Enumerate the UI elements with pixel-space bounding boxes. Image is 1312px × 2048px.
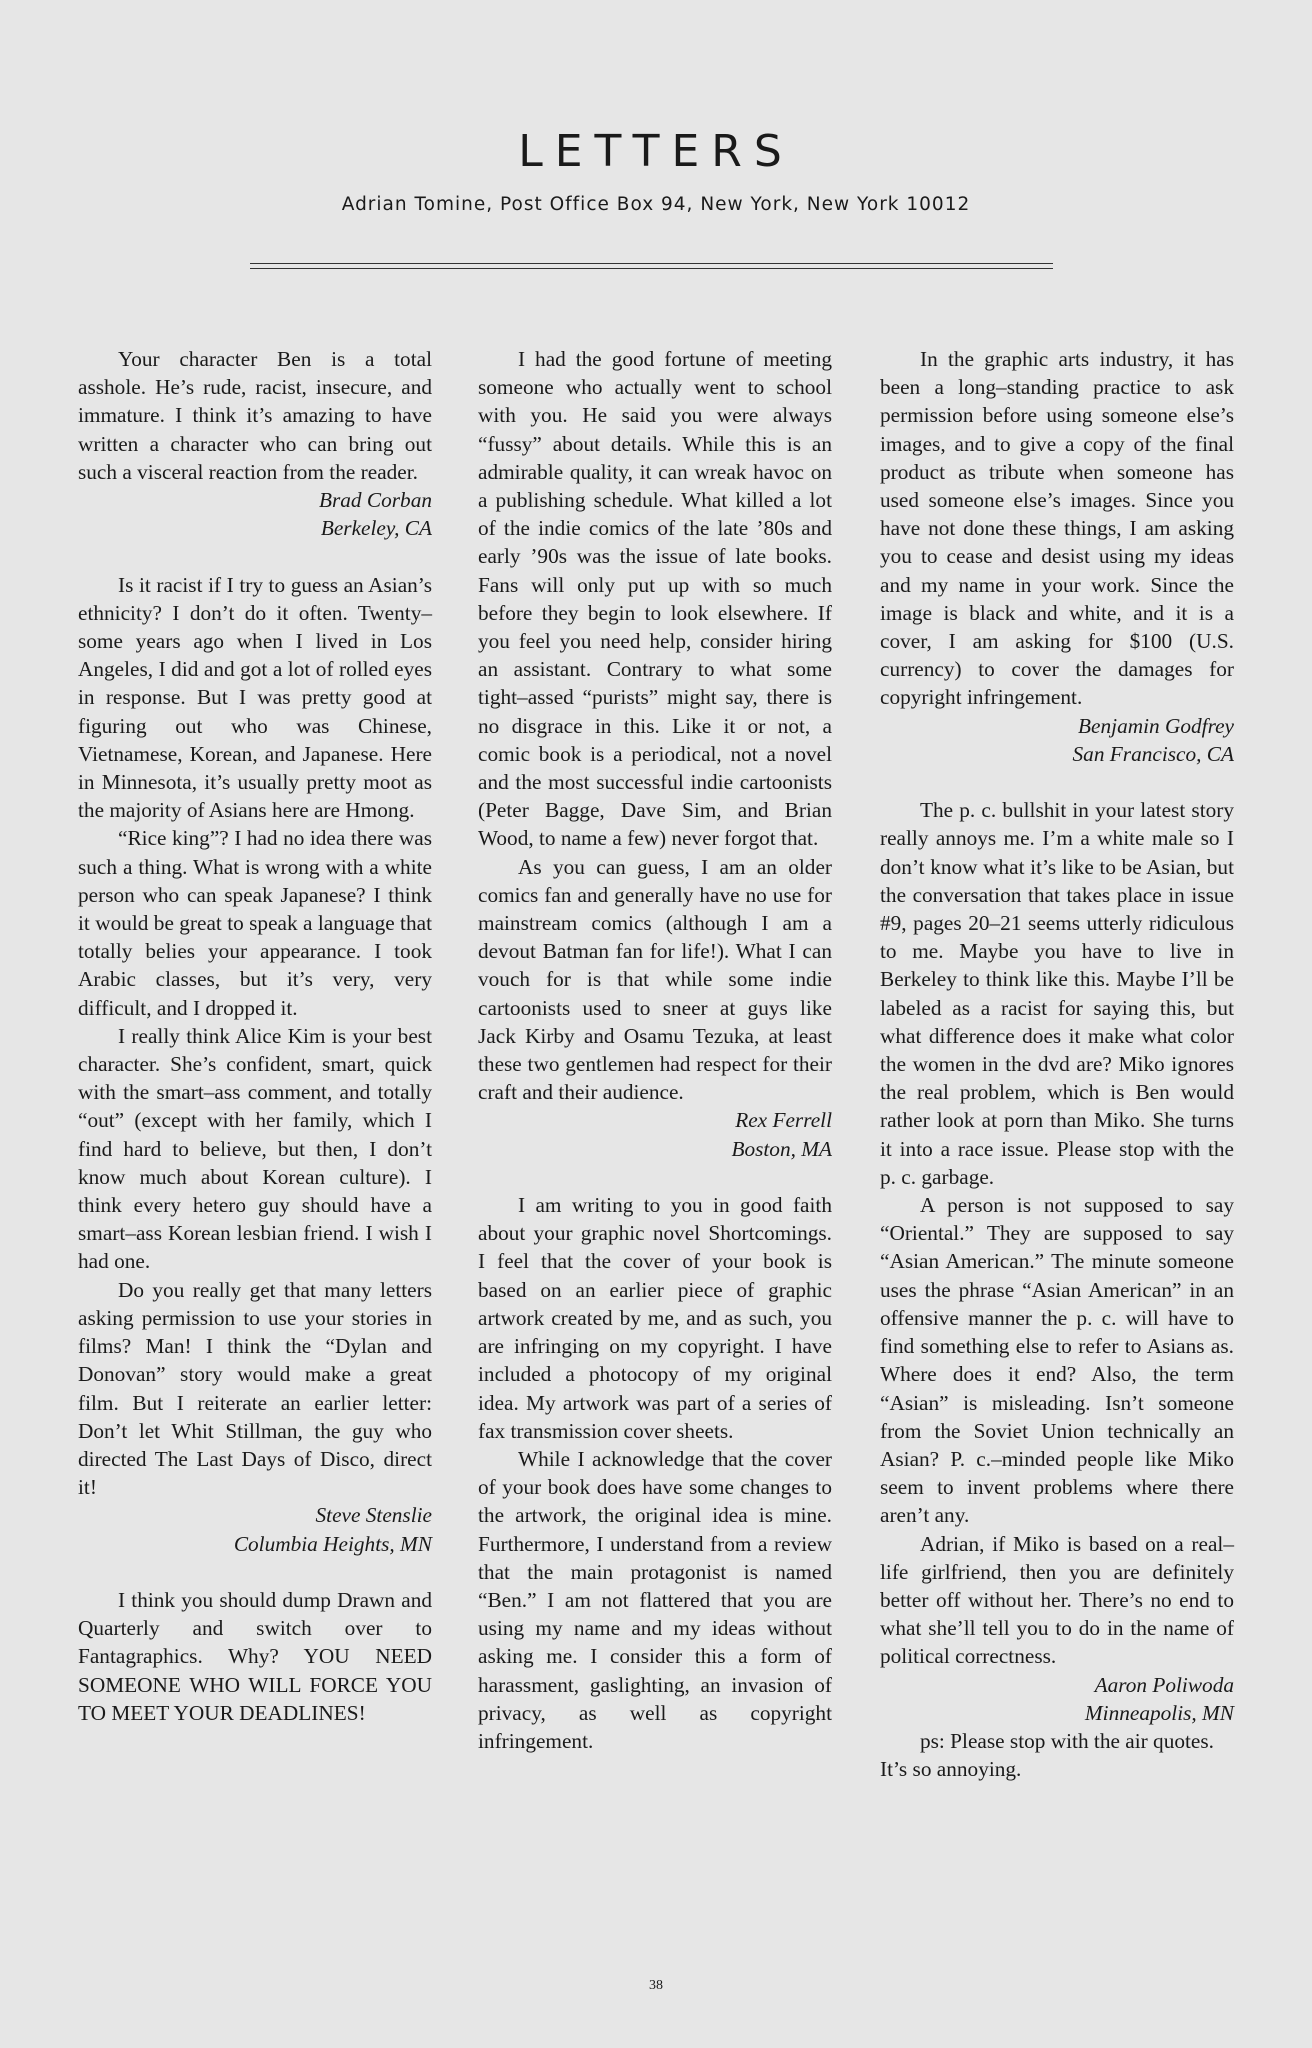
- letter-signature: Benjamin Godfrey: [1078, 713, 1234, 738]
- letter-copyright-claim: [478, 1191, 832, 1755]
- page-title: LETTERS: [518, 126, 794, 177]
- letter-location: San Francisco, CA: [1072, 741, 1234, 766]
- letter-paragraph: “Rice king”? I had no idea there was such a thing. What is wrong with a white person who can speak Japanese? I think it would be great to speak a language that totally belies your appearance. I took Arabic classes, but it’s very, very difficult, and I dropped it.: [78, 826, 432, 1020]
- header-double-rule: [250, 263, 1053, 269]
- letter-spacer: [478, 1163, 832, 1191]
- letter-paragraph: Do you really get that many letters asking permission to use your stories in films? Man! I think the “Dylan and Donovan” story would make a great film. But I reiterate an earlier letter: Don’t let Whit Stillman, the guy who directed The Last Days of Disco, direct it!: [78, 1277, 432, 1500]
- letter-paragraph: I really think Alice Kim is your best character. She’s confident, smart, quick with the smart–ass comment, and totally “out” (except with her family, which I find hard to believe, but then, I don’t know much about Korean culture). I think every hetero guy should have a smart–ass Korean lesbian friend. I wish I had one.: [78, 1023, 432, 1274]
- letter-paragraph: As you can guess, I am an older comics fan and generally have no use for mainstream comics (although I am a devout Batman fan for life!). What I can vouch for is that while some indie cartoonists used to sneer at guys like Jack Kirby and Osamu Tezuka, at least these two gentlemen had respect for their craft and their audience.: [478, 854, 832, 1105]
- letter-aaron-poliwoda: [880, 796, 1234, 1783]
- letter-rex-ferrell: [478, 345, 832, 1163]
- letter-paragraph: I am writing to you in good faith about your graphic novel Shortcomings. I feel that the cover of your book is based on an earlier piece of graphic artwork created by me, and as such, you are infringing on my copyright. I have included a photocopy of my original idea. My artwork was part of a series of fax transmission cover sheets.: [478, 1193, 832, 1443]
- letter-benjamin-godfrey: [880, 345, 1234, 768]
- letter-paragraph: In the graphic arts industry, it has been a long–standing practice to ask permission before using someone else’s images, and to give a copy of the final product as tribute when someone has used someone else’s images. Since you have not done these things, I am asking you to cease and desist using my ideas and my name in your work. Since the image is black and white, and it is a cover, I am asking for $100 (U.S. currency) to cover the damages for copyright infringement.: [880, 347, 1234, 710]
- letter-location: Minneapolis, MN: [1084, 1700, 1234, 1725]
- page-number: 38: [649, 1978, 663, 1993]
- letter-paragraph: Adrian, if Miko is based on a real–life girlfriend, then you are definitely better off without her. There’s no end to what she’ll tell you to do in the name of political correctness.: [880, 1531, 1234, 1669]
- letter-paragraph: I had the good fortune of meeting someone who actually went to school with you. He said you were always “fussy” about details. While this is an admirable quality, it can wreak havoc on a publishing schedule. What killed a lot of the indie comics of the late ’80s and early ’90s was the issue of late books. Fans will only put up with so much before they begin to look elsewhere. If you feel you need help, consider hiring an assistant. Contrary to what some tight–assed “purists” might say, there is no disgrace in this. Like it or not, a comic book is a periodical, not a novel and the most successful indie cartoonists (Peter Bagge, Dave Sim, and Brian Wood, to name a few) never forgot that.: [478, 347, 832, 851]
- letter-brad-corban: [78, 345, 432, 542]
- letter-paragraph: I think you should dump Drawn and Quarterly and switch over to Fantagraphics. Why? YOU NEED SOMEONE WHO WILL FORCE YOU TO MEET YOUR DEADLINES!: [78, 1587, 432, 1725]
- letter-paragraph: While I acknowledge that the cover of your book does have some changes to the artwork, the original idea is mine. Furthermore, I understand from a review that the main protagonist is named “Ben.” I am not flattered that you are using my name and my ideas without asking me. I consider this a form of harassment, gaslighting, an invasion of privacy, as well as copyright infringement.: [478, 1446, 832, 1753]
- letter-paragraph: Is it racist if I try to guess an Asian’s ethnicity? I don’t do it often. Twenty–some years ago when I lived in Los Angeles, I did and got a lot of rolled eyes in response. But I was pretty good at figuring out who was Chinese, Vietnamese, Korean, and Japanese. Here in Minnesota, it’s usually pretty moot as the majority of Asians here are Hmong.: [78, 572, 432, 823]
- mailing-address: Adrian Tomine, Post Office Box 94, New York, New York 10012: [341, 194, 971, 215]
- column-3: [880, 345, 1234, 1783]
- letter-fantagraphics: [78, 1586, 432, 1727]
- letter-paragraph: A person is not supposed to say “Oriental.” They are supposed to say “Asian American.” The minute someone uses the phrase “Asian American” in an offensive manner the p. c. will have to find something else to refer to Asians as. Where does it end? Also, the term “Asian” is misleading. Isn’t someone from the Soviet Union technically an Asian? P. c.–minded people like Miko seem to invent problems where there aren’t any.: [880, 1193, 1234, 1528]
- letter-signature: Rex Ferrell: [735, 1108, 832, 1133]
- letter-signature: Steve Stenslie: [315, 1503, 432, 1528]
- letter-location: Columbia Heights, MN: [233, 1531, 432, 1556]
- column-1: [78, 345, 432, 1727]
- column-2: [478, 345, 832, 1755]
- letter-signature: Brad Corban: [318, 488, 432, 513]
- letter-location: Berkeley, CA: [320, 516, 432, 541]
- letter-steve-stenslie: [78, 571, 432, 1558]
- letter-location: Boston, MA: [731, 1136, 832, 1161]
- letter-postscript: ps: Please stop with the air quotes. It’s so annoying.: [880, 1728, 1214, 1782]
- letter-paragraph: Your character Ben is a total asshole. He’s rude, racist, insecure, and immature. I think it’s amazing to have written a character who can bring out such a visceral reaction from the reader.: [78, 347, 432, 484]
- letter-spacer: [78, 1558, 432, 1586]
- letter-spacer: [78, 542, 432, 570]
- letter-spacer: [880, 768, 1234, 796]
- letter-signature: Aaron Poliwoda: [1094, 1672, 1234, 1697]
- letter-paragraph: The p. c. bullshit in your latest story really annoys me. I’m a white male so I don’t know what it’s like to be Asian, but the conversation that takes place in issue #9, pages 20–21 seems utterly ridiculous to me. Maybe you have to live in Berkeley to think like this. Maybe I’ll be labeled as a racist for saying this, but what difference does it make what color the women in the dvd are? Miko ignores the real problem, which is Ben would rather look at porn than Miko. She turns it into a race issue. Please stop with the p. c. garbage.: [880, 798, 1234, 1189]
